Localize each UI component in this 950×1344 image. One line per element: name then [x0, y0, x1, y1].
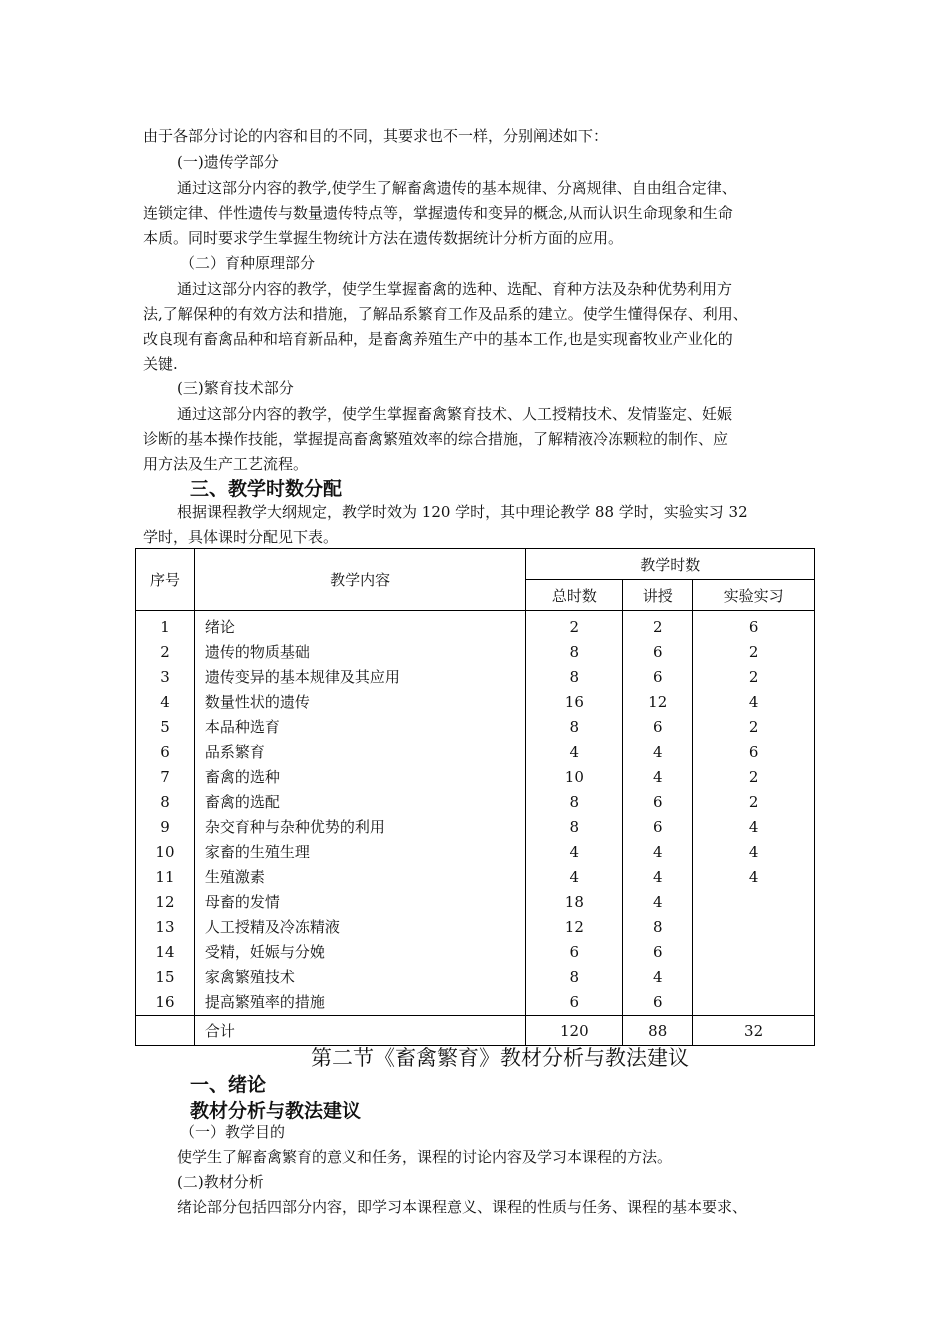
row-lecture: 12 — [648, 693, 668, 711]
row-total: 8 — [569, 968, 580, 986]
lab-value: 2 — [748, 668, 759, 686]
no-column — [136, 611, 195, 1016]
lab-value: 2 — [748, 643, 759, 661]
row-no: 7 — [160, 768, 170, 786]
header-content: 教学内容 — [194, 549, 525, 611]
heading-analysis: 教材分析与教法建议 — [190, 1100, 362, 1122]
row-content: 遗传变异的基本规律及其应用 — [204, 668, 400, 686]
lab-value: 6 — [748, 618, 759, 636]
row-lecture: 4 — [652, 868, 663, 886]
row-total: 4 — [569, 868, 580, 886]
row-lecture: 6 — [652, 668, 663, 686]
row-no: 14 — [155, 943, 175, 961]
header-total: 总时数 — [526, 580, 623, 611]
row-content: 受精，妊娠与分娩 — [204, 943, 325, 961]
lecture-column — [623, 611, 693, 1016]
row-no: 6 — [160, 743, 170, 761]
row-no: 2 — [160, 643, 170, 661]
row-no: 8 — [160, 793, 170, 811]
heading-hours-allocation: 三、教学时数分配 — [190, 478, 343, 500]
row-total: 4 — [569, 843, 580, 861]
row-lecture: 6 — [652, 793, 663, 811]
hours-table — [135, 548, 815, 1046]
row-content: 品系繁育 — [204, 743, 265, 761]
row-no: 3 — [160, 668, 170, 686]
paragraph-reproduction-2: 诊断的基本操作技能，掌握提高畜禽繁殖效率的综合措施，了解精液冷冻颗粒的制作、应 — [143, 430, 729, 448]
lab-column — [693, 611, 815, 1016]
paragraph-reproduction-1: 通过这部分内容的教学，使学生掌握畜禽繁育技术、人工授精技术、发情鉴定、妊娠 — [177, 405, 733, 423]
row-no: 5 — [160, 718, 170, 736]
header-hours: 教学时数 — [526, 549, 815, 580]
paragraph-breeding-1: 通过这部分内容的教学，使学生掌握畜禽的选种、选配、育种方法及杂种优势利用方 — [177, 280, 733, 298]
paragraph-genetics-1: 通过这部分内容的教学,使学生了解畜禽遗传的基本规律、分离规律、自由组合定律、 — [177, 179, 737, 197]
row-total: 4 — [569, 743, 580, 761]
row-total: 8 — [569, 668, 580, 686]
row-total: 2 — [569, 618, 580, 636]
header-lecture: 讲授 — [623, 580, 693, 611]
row-total: 8 — [569, 643, 580, 661]
row-content: 绪论 — [204, 618, 235, 636]
total-column — [526, 611, 623, 1016]
content-column — [194, 611, 525, 1016]
row-total: 18 — [564, 893, 584, 911]
heading-intro: 一、绪论 — [190, 1074, 267, 1096]
lab-value: 4 — [748, 843, 759, 861]
row-no: 1 — [160, 618, 170, 636]
row-total: 16 — [564, 693, 584, 711]
row-content: 提高繁殖率的措施 — [204, 993, 325, 1011]
row-lecture: 4 — [652, 743, 663, 761]
row-content: 家禽繁殖技术 — [204, 968, 295, 986]
table-sum-row — [136, 1016, 815, 1046]
sum-total: 120 — [526, 1016, 623, 1046]
section2-title: 第二节《畜禽繁育》教材分析与教法建议 — [311, 1046, 689, 1070]
row-content: 母畜的发情 — [204, 893, 280, 911]
subheading-material: (二)教材分析 — [177, 1173, 264, 1191]
row-content: 家畜的生殖生理 — [204, 843, 310, 861]
row-no: 12 — [155, 893, 175, 911]
row-no: 15 — [155, 968, 175, 986]
lab-value: 6 — [748, 743, 759, 761]
lab-value: 2 — [748, 768, 759, 786]
paragraph-material: 绪论部分包括四部分内容，即学习本课程意义、课程的性质与任务、课程的基本要求、 — [177, 1198, 748, 1216]
row-lecture: 6 — [652, 718, 663, 736]
subheading-goal: （一）教学目的 — [180, 1123, 286, 1141]
row-lecture: 4 — [652, 968, 663, 986]
row-lecture: 4 — [652, 843, 663, 861]
row-total: 8 — [569, 718, 580, 736]
row-total: 6 — [569, 993, 580, 1011]
row-no: 16 — [155, 993, 175, 1011]
row-lecture: 4 — [652, 768, 663, 786]
row-lecture: 4 — [652, 893, 663, 911]
row-no: 11 — [155, 868, 175, 886]
row-lecture: 6 — [652, 943, 663, 961]
subheading-reproduction: (三)繁育技术部分 — [177, 379, 294, 397]
row-no: 9 — [160, 818, 170, 836]
subheading-genetics: (一)遗传学部分 — [177, 153, 279, 171]
row-lecture: 8 — [652, 918, 663, 936]
row-content: 数量性状的遗传 — [204, 693, 310, 711]
row-content: 本品种选育 — [204, 718, 280, 736]
row-lecture: 6 — [652, 818, 663, 836]
paragraph-intro: 由于各部分讨论的内容和目的不同，其要求也不一样，分别阐述如下： — [143, 127, 609, 145]
row-lecture: 6 — [652, 993, 663, 1011]
row-total: 6 — [569, 943, 580, 961]
lab-value: 2 — [748, 793, 759, 811]
paragraph-breeding-4: 关键. — [143, 355, 178, 373]
sum-no-cell — [136, 1016, 195, 1046]
row-no: 13 — [155, 918, 175, 936]
row-total: 12 — [564, 918, 584, 936]
sum-label: 合计 — [194, 1016, 525, 1046]
row-lecture: 2 — [652, 618, 663, 636]
table-body-row — [136, 611, 815, 1016]
subheading-breeding: （二）育种原理部分 — [180, 254, 316, 272]
paragraph-hours-1: 根据课程教学大纲规定，教学时效为 120 学时，其中理论教学 88 学时，实验实习 32 — [177, 503, 748, 521]
row-content: 杂交育种与杂种优势的利用 — [204, 818, 385, 836]
paragraph-genetics-2: 连锁定律、伴性遗传与数量遗传特点等，掌握遗传和变异的概念,从而认识生命现象和生命 — [143, 204, 733, 222]
paragraph-goal: 使学生了解畜禽繁育的意义和任务，课程的讨论内容及学习本课程的方法。 — [177, 1148, 673, 1166]
paragraph-reproduction-3: 用方法及生产工艺流程。 — [143, 455, 309, 473]
lab-value: 2 — [748, 718, 759, 736]
paragraph-hours-2: 学时，具体课时分配见下表。 — [143, 528, 339, 546]
lab-value: 4 — [748, 818, 759, 836]
paragraph-breeding-3: 改良现有畜禽品种和培育新品种，是畜禽养殖生产中的基本工作,也是实现畜牧业产业化的 — [143, 330, 733, 348]
sum-lecture: 88 — [623, 1016, 693, 1046]
header-lab: 实验实习 — [693, 580, 815, 611]
row-total: 8 — [569, 818, 580, 836]
row-total: 10 — [564, 768, 584, 786]
lab-value: 4 — [748, 693, 759, 711]
row-content: 畜禽的选种 — [204, 768, 280, 786]
row-content: 人工授精及冷冻精液 — [204, 918, 340, 936]
row-content: 畜禽的选配 — [204, 793, 280, 811]
row-content: 生殖激素 — [204, 868, 265, 886]
row-no: 10 — [155, 843, 175, 861]
sum-lab: 32 — [693, 1016, 815, 1046]
row-lecture: 6 — [652, 643, 663, 661]
paragraph-genetics-3: 本质。同时要求学生掌握生物统计方法在遗传数据统计分析方面的应用。 — [143, 229, 624, 247]
header-no: 序号 — [136, 549, 195, 611]
row-content: 遗传的物质基础 — [204, 643, 310, 661]
row-total: 8 — [569, 793, 580, 811]
paragraph-breeding-2: 法,了解保种的有效方法和措施，了解品系繁育工作及品系的建立。使学生懂得保存、利用、 — [143, 305, 748, 323]
lab-value: 4 — [748, 868, 759, 886]
row-no: 4 — [160, 693, 170, 711]
